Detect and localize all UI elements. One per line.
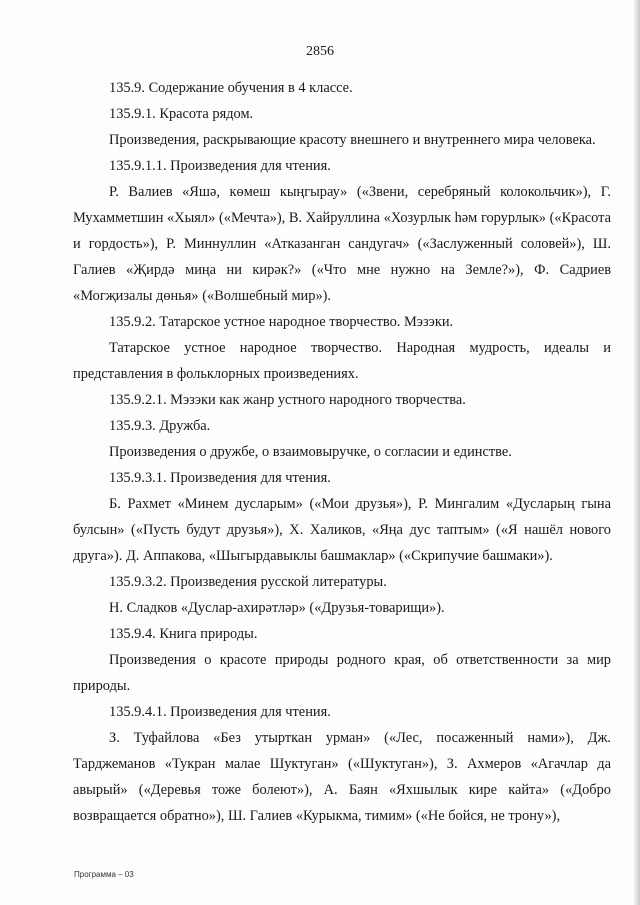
paragraph: 135.9.2.1. Мэзэки как жанр устного народного творчества. xyxy=(109,392,466,408)
paragraph: Произведения, раскрывающие красоту внешнего и внутреннего мира человека. xyxy=(109,132,596,148)
paragraph: Р. Валиев «Яшә, көмеш кыңгырау» («Звени, серебряный колокольчик»), Г. Мухамметшин «Хыял» («Мечта»), В. Хайруллина «Хозурлык һәм горурлык» («Красота и гордость»), Р. Миннуллин «Атказанган сандугач» («Заслуженный соловей»), Ш. Галиев «Җирдә миңа ни кирәк?» («Что мне нужно на Земле?»), Ф. Садриев «Могҗизалы дөнья» («Волшебный мир»). xyxy=(73,184,611,304)
paragraph: З. Туфайлова «Без утырткан урман» («Лес, посаженный нами»), Дж. Тарджеманов «Тукран малае Шуктуган» («Шуктуган»), З. Ахмеров «Агачлар да авырый» («Деревья тоже болеют»), А. Баян «Яхшылык кире кайта» («Добро возвращается обратно»), Ш. Галиев «Курыкма, тимим» («Не бойся, не трону»), xyxy=(73,730,611,824)
paragraph: Произведения о дружбе, о взаимовыручке, о согласии и единстве. xyxy=(109,444,512,460)
paragraph: 135.9.1.1. Произведения для чтения. xyxy=(109,158,331,174)
paragraph: Татарское устное народное творчество. Народная мудрость, идеалы и представления в фольклорных произведениях. xyxy=(73,340,611,382)
page-edge-shadow xyxy=(634,0,640,905)
paragraph: 135.9.1. Красота рядом. xyxy=(109,106,254,122)
paragraph: Б. Рахмет «Минем дусларым» («Мои друзья»), Р. Мингалим «Дусларың гына булсын» («Пусть будут друзья»), Х. Халиков, «Яңа дус таптым» («Я нашёл нового друга»). Д. Аппакова, «Шыгырдавыклы башмаклар» («Скрипучие башмаки»). xyxy=(73,496,611,564)
paragraph: Н. Сладков «Дуслар-ахирәтләр» («Друзья-товарищи»). xyxy=(109,600,445,616)
page-number: 2856 xyxy=(306,44,334,59)
paragraph: 135.9.3.2. Произведения русской литературы. xyxy=(109,574,387,590)
paragraph: 135.9. Содержание обучения в 4 классе. xyxy=(109,80,353,96)
paragraph: Произведения о красоте природы родного края, об ответственности за мир природы. xyxy=(73,652,611,694)
paragraph: 135.9.2. Татарское устное народное творчество. Мэзэки. xyxy=(109,314,454,330)
paragraph: 135.9.3.1. Произведения для чтения. xyxy=(109,470,331,486)
paragraph: 135.9.4. Книга природы. xyxy=(109,626,258,642)
paragraph: 135.9.3. Дружба. xyxy=(109,418,211,434)
footer-label: Программа – 03 xyxy=(74,870,134,879)
paragraph: 135.9.4.1. Произведения для чтения. xyxy=(109,704,331,720)
document-body xyxy=(73,75,611,829)
